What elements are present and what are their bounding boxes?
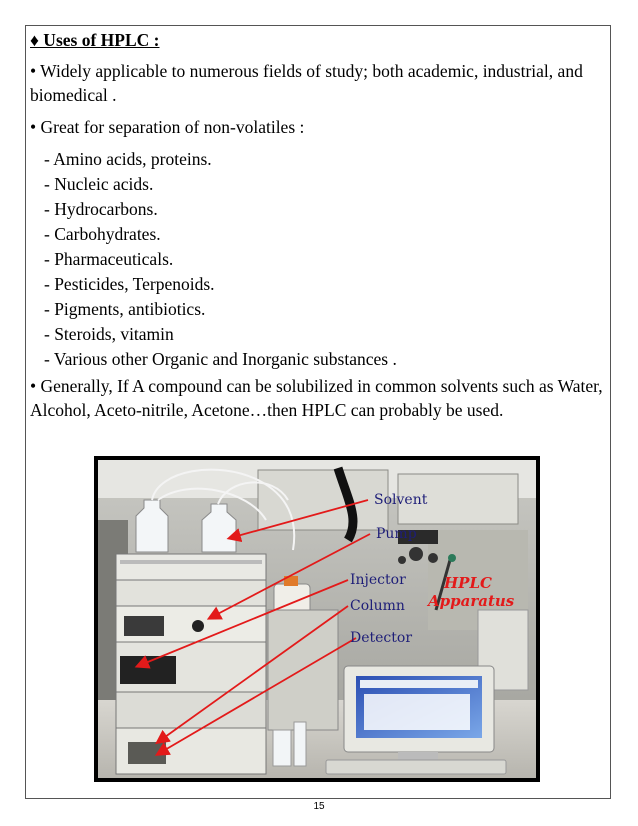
list-item: - Pigments, antibiotics. [44,299,206,319]
list-item: - Nucleic acids. [44,174,154,194]
hplc-apparatus-photo [94,456,540,782]
figure-title-line2: Apparatus [428,592,515,610]
detector-label: Detector [350,630,413,646]
column-label: Column [350,598,405,614]
section-heading: ♦ Uses of HPLC : [30,30,160,50]
list-item: - Amino acids, proteins. [44,149,212,169]
list-item: - Carbohydrates. [44,224,161,244]
list-item: - Pharmaceuticals. [44,249,174,269]
list-item: - Various other Organic and Inorganic substances . [44,349,397,369]
list-item: - Hydrocarbons. [44,199,158,219]
intro-paragraph: • Widely applicable to numerous fields of study; both academic, industrial, and biomedical . [30,61,583,105]
pump-label: Pump [376,526,417,542]
hplc-apparatus-illustration [98,460,536,778]
list-item: - Steroids, vitamin [44,324,174,344]
figure-title-line1: HPLC [444,574,492,592]
nonvolatiles-list [30,147,605,372]
conclusion-paragraph: • Generally, If A compound can be solubilized in common solvents such as Water, Alcohol, Aceto-nitrile, Acetone…then HPLC can probably be used. [30,376,603,420]
nonvolatiles-intro: • Great for separation of non-volatiles : [30,117,305,137]
page-number: 15 [313,801,325,812]
list-item: - Pesticides, Terpenoids. [44,274,215,294]
injector-label: Injector [350,572,406,588]
page-content [30,29,605,430]
solvent-label: Solvent [374,492,428,508]
